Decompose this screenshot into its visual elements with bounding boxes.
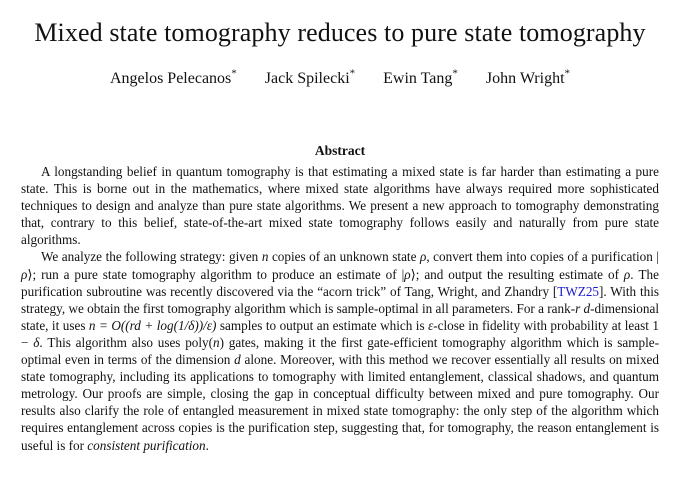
author-name: Ewin Tang (383, 70, 453, 87)
author-3 (383, 68, 458, 90)
author-affiliation-mark: * (564, 67, 571, 80)
abstract-heading: Abstract (314, 143, 366, 158)
math-var-d: d (234, 352, 241, 368)
math-var-rho: ρ (404, 266, 411, 282)
abstract-paragraph-1: A longstanding belief in quantum tomography is that estimating a mixed state is far harder than estimating a pure state. This is borne out in the mathematics, where mixed state algorithms have always required more sophisticated techniques to design and analyze than pure state algorithms. We present a new approach to tomography demonstrating that, contrary to this belief, state-of-the-art mixed state tomography follows easily and naturally from pure state algorithms. (21, 164, 659, 248)
citation-link-twz25[interactable]: TWZ25 (557, 283, 600, 299)
abstract-body (21, 163, 659, 454)
math-var-d: d (583, 300, 591, 316)
author-name: Angelos Pelecanos (109, 70, 232, 87)
author-affiliation-mark: * (349, 67, 356, 80)
author-4 (486, 68, 570, 90)
math-var-rho: ρ (623, 266, 631, 282)
sample-complexity-formula: n = O((rd + log(1/δ))/ε) (88, 317, 217, 333)
author-list (0, 68, 680, 90)
paper-title: Mixed state tomography reduces to pure state tomography (34, 18, 646, 47)
author-2 (265, 68, 355, 90)
math-var-n: n (261, 249, 269, 265)
math-var-r: r (575, 300, 581, 316)
math-var-epsilon: ε (428, 317, 434, 333)
author-affiliation-mark: * (452, 67, 458, 80)
emphasized-phrase: consistent purification (87, 437, 206, 453)
math-var-rho: ρ (21, 266, 28, 282)
abstract-paragraph-2: We analyze the following strategy: given n copies of an unknown state ρ, convert them into copies of a purification |ρ⟩; run a pure state tomography algorithm to produce an estimate of |ρ⟩; and output the resulting estimate of ρ. The purification subroutine was recently discovered via the “acorn trick” of Tang, Wright, and Zhandry [TWZ25]. With this strategy, we obtain the first tomography algorithm which is sample-optimal in all parameters. For a rank-r d-dimensional state, it uses n = O((rd + log(1/δ))/ε) samples to output an estimate which is ε-close in fidelity with probability at least 1 − δ. This algorithm also uses poly(n) gates, making it the first gate-efficient tomography algorithm which is sample-optimal even in terms of the dimension d alone. Moreover, with this method we recover essentially all results on mixed state tomography, including its applications to tomography with limited entanglement, classical shadows, and quantum metrology. Our proofs are simple, closing the gap in conceptual difficulty between mixed and pure tomography. Our results also clarify the role of entangled measurement in mixed state tomography: the only step of the algorithm which requires entanglement across copies is the purification step, suggesting that, for tomography, the reason entanglement is useful is for consistent purification. (21, 249, 660, 453)
author-affiliation-mark: * (231, 67, 237, 80)
math-var-n: n (213, 334, 220, 350)
author-name: John Wright (485, 70, 565, 87)
author-1 (110, 68, 237, 90)
author-name: Jack Spilecki (264, 70, 350, 87)
math-var-delta: δ (33, 334, 40, 350)
math-var-rho: ρ (419, 249, 427, 265)
